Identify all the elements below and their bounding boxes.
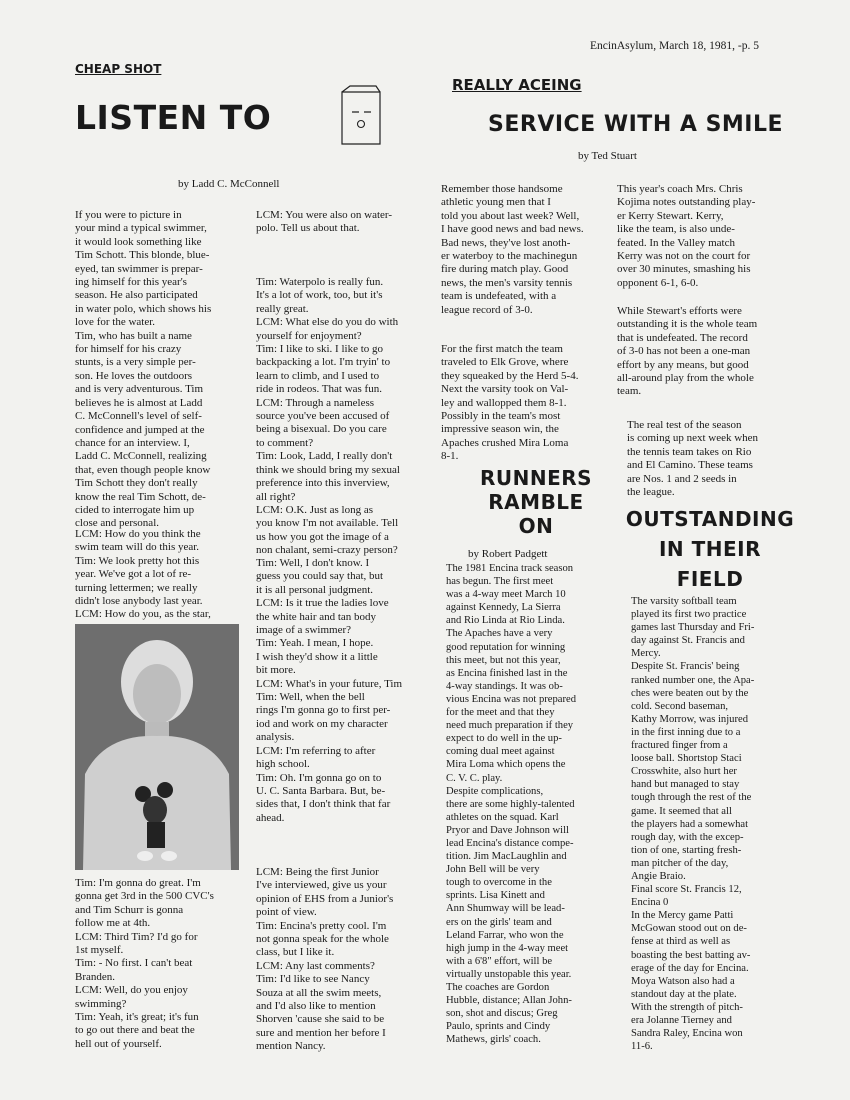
headline-line-3: FIELD	[676, 567, 744, 591]
cheap-shot-col2-bottom: LCM: Being the first Junior I've interviewed, give us your opinion of EHS from a Junior's point of view. Tim: Encina's pretty cool. I'm not gonna speak for the whole class, but I like it. LCM: Any last comments? Tim: I'd like to see Nancy Souza at all the swim meets, and I'd also like to mention Shorven 'cause she said to be sure and mention her before I mention Nancy.	[256, 866, 394, 1053]
cheap-shot-col2-top: LCM: You were also on water- polo. Tell us about that.	[256, 209, 393, 235]
tennis-col3-matches: For the first match the team traveled to Elk Grove, where they squeaked by the Herd 5-4. Next the varsity took on Val- ley and wallopped them 8-1. Possibly in the team's most impressive season win, the Apaches crushed Mira Loma 8-1.	[441, 343, 579, 463]
byline-ladd: by Ladd C. McConnell	[178, 178, 280, 190]
tennis-col4-next-week: The real test of the season is coming up next week when the tennis team takes on Rio and El Camino. These teams are Nos. 1 and 2 seeds in the league.	[627, 419, 759, 499]
running-head: EncinAsylum, March 18, 1981, -p. 5	[590, 40, 759, 52]
cheap-shot-col1-intro: If you were to picture in your mind a typical swimmer, it would look something like Tim Schott. This blonde, blue- eyed, tan swimmer is prepar- ing himself for this year's season. He also participated in water polo, which shows his love for the water. Tim, who has built a name for himself for his crazy stunts, is a very simple per- son. He loves the outdoors and is very adventurous. Tim believes he is almost at Ladd C. McConnell's level of self- confidence and jumped at the chance for an interview. I, Ladd C. McConnell, realizing that, even though people know Tim Schott they don't really know the real Tim Schott, de- cided to interrogate him up close and personal.	[75, 209, 212, 530]
cheap-shot-col2-lower: Tim: Well, I don't know. I guess you could say that, but it is all personal judgment. LCM: Is it true the ladies love the white hair and tan body image of a swimmer? Tim: Yeah. I mean, I hope. I wish they'd show it a little bit more. LCM: What's in your future, Tim Tim: Well, when the bell rings I'm gonna go to first per- iod and work on my character analysis. LCM: I'm referring to after high school. Tim: Oh. I'm gonna go on to U. C. Santa Barbara. But, be- sides that, I don't think that far ahead.	[256, 557, 403, 824]
cheap-shot-col1-qa: LCM: How do you think the swim team will do this year. Tim: We look pretty hot this year. We've got a lot of re- turning lettermen; we really didn't lose anybody last year. LCM: How do you, as the star,	[75, 528, 211, 621]
paper-bag-head-drawing	[338, 84, 384, 146]
headline-line-2: IN THEIR	[658, 537, 762, 561]
headline-line-1: RUNNERS	[479, 466, 593, 490]
photo-illustration	[75, 624, 239, 870]
headline-line-1: OUTSTANDING	[625, 507, 795, 531]
headline-outstanding-in-their-field	[620, 504, 800, 594]
byline-robert-padgett: by Robert Padgett	[468, 548, 548, 560]
byline-ted-stuart: by Ted Stuart	[578, 150, 637, 162]
tim-schott-photo	[75, 624, 239, 870]
section-label-cheap-shot: CHEAP SHOT	[75, 62, 162, 76]
track-article-text: The 1981 Encina track season has begun. The first meet was a 4-way meet March 10 against Kennedy, La Sierra and Rio Linda at Rio Linda. The Apaches have a very good reputation for winning this meet, but not this year, as Encina finished last in the 4-way standings. It was ob- vious Encina was not prepared for the meet and that they need much preparation if they expect to do well in the up- coming dual meet against Mira Loma which opens the C. V. C. play. Despite complications, there are some highly-talented athletes on the squad. Karl Pryor and Dave Johnson will lead Encina's distance compe- tition. Jim MacLaughlin and John Bell will be very tough to overcome in the sprints. Lisa Kinett and Ann Shumway will be lead- ers on the girls' team and Leland Farrar, who won the high jump in the 4-way meet with a 6'8" effort, will be virtually unstopable this year. The coaches are Gordon Hubble, distance; Allan John- son, shot and discus; Greg Paulo, sprints and Cindy Mathews, girls' coach.	[446, 563, 577, 1046]
cheap-shot-col2-mid: Tim: Waterpolo is really fun. It's a lot of work, too, but it's really great. LCM: What else do you do with yourself for enjoyment? Tim: I like to ski. I like to go backpacking a lot. I'm tryin' to learn to climb, and I used to ride in rodeos. That was fun. LCM: Through a nameless source you've been accused of being a bisexual. Do you care to comment? Tim: Look, Ladd, I really don't think we should bring my sexual preference into this inverview, all right? LCM: O.K. Just as long as you know I'm not available. Tell us how you got the image of a non chalant, semi-crazy person?	[256, 276, 400, 557]
headline-service-with-a-smile: SERVICE WITH A SMILE	[488, 112, 784, 137]
headline-listen-to: LISTEN TO	[75, 98, 272, 137]
softball-article-text: The varsity softball team played its first two practice games last Thursday and Fri- day against St. Francis and Mercy. Despite St. Francis' being ranked number one, the Apa- ches were beaten out by the cold. Second baseman, Kathy Morrow, was injured in the first inning due to a fractured finger from a loose ball. Shortstop Staci Crosswhite, also hurt her hand but managed to stay tough through the rest of the game. It seemed that all the players had a somewhat rough day, with the excep- tion of one, starting fresh- man pitcher of the day, Angie Braio. Final score St. Francis 12, Encina 0 In the Mercy game Patti McGowan stood out on de- fense at third as well as boasting the best batting av- erage of the day for Encina. Moya Watson also had a standout day at the plate. With the strength of pitch- era Jolanne Tierney and Sandra Raley, Encina won 11-6.	[631, 596, 755, 1053]
headline-runners-ramble-on	[466, 466, 606, 538]
headline-line-3: ON	[518, 514, 554, 538]
tennis-col3-intro: Remember those handsome athletic young men that I told you about last week? Well, I have good news and bad news. Bad news, they've lost anoth- er waterboy to the machinegun fire during match play. Good news, the men's varsity tennis team is undefeated, with a league record of 3-0.	[441, 183, 584, 316]
headline-line-2: RAMBLE	[488, 490, 584, 514]
tennis-col4-coach: This year's coach Mrs. Chris Kojima notes outstanding play- er Kerry Stewart. Kerry, like the team, is also unde- feated. In the Valley match Kerry was not on the court for over 30 minutes, smashing his opponent 6-1, 6-0.	[617, 183, 756, 289]
section-label-really-aceing: REALLY ACEING	[452, 76, 582, 94]
cheap-shot-col1-bottom: Tim: I'm gonna do great. I'm gonna get 3rd in the 500 CVC's and Tim Schurr is gonna follow me at 4th. LCM: Third Tim? I'd go for 1st myself. Tim: - No first. I can't beat Branden. LCM: Well, do you enjoy swimming? Tim: Yeah, it's great; it's fun to go out there and beat the hell out of yourself.	[75, 877, 214, 1050]
tennis-col4-team: While Stewart's efforts were outstanding it is the whole team that is undefeated. The record of 3-0 has not been a one-man effort by any means, but good all-around play from the whole team.	[617, 305, 758, 398]
